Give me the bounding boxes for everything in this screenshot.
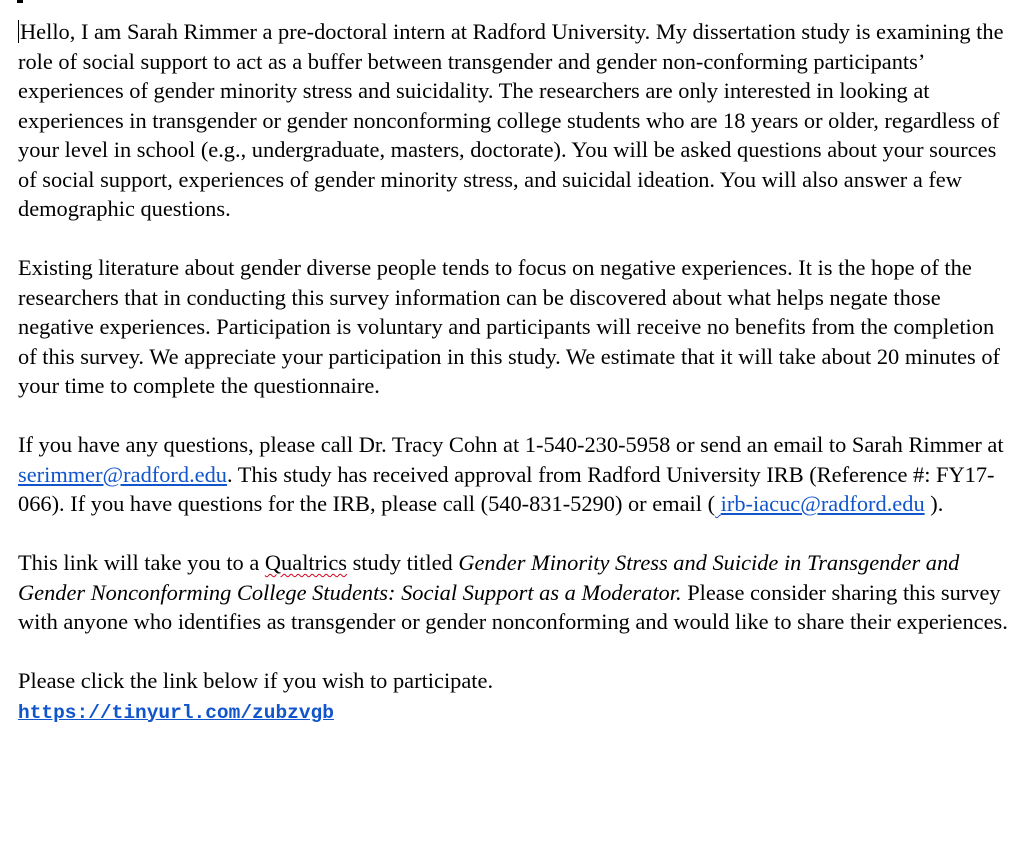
document-body[interactable] <box>18 17 1018 728</box>
study-title: Gender Minority Stress and Suicide in Transgender and Gender Nonconforming College Students: Social Support as a Moderator. <box>18 550 960 605</box>
paragraph-literature: Existing literature about gender diverse people tends to focus on negative experiences. It is the hope of the researchers that in conducting this survey information can be discovered about what helps negate those negative experiences. Participation is voluntary and participants will receive no benefits from the completion of this survey. We appreciate your participation in this study. We estimate that it will take about 20 minutes of your time to complete the questionnaire. <box>18 255 1000 398</box>
page-corner-mark <box>17 0 23 3</box>
paragraph-contact <box>18 430 1018 519</box>
contact-text-c: ). <box>924 491 944 516</box>
paragraph-intro <box>18 17 1018 224</box>
paragraph-study-link <box>18 548 1018 637</box>
contact-text-b: . This study has received approval from Radford University IRB (Reference #: FY17-066). If you have questions for the IRB, please call (540-831-5290) or email ( <box>18 461 995 516</box>
survey-url-link[interactable]: https://tinyurl.com/zubzvgb <box>18 701 334 724</box>
email-link-rimmer[interactable]: serimmer@radford.edu <box>18 461 227 487</box>
contact-text-a: If you have any questions, please call Dr. Tracy Cohn at 1-540-230-5958 or send an email to Sarah Rimmer at <box>18 432 1004 457</box>
email-link-irb[interactable]: irb-iacuc@radford.edu <box>720 491 925 516</box>
study-text-c: Please consider sharing this survey with anyone who identifies as transgender or gender nonconforming and would like to share their experiences. <box>18 579 1008 634</box>
paragraph-intro-text: Hello, I am Sarah Rimmer a pre-doctoral intern at Radford University. My dissertation study is examining the role of social support to act as a buffer between transgender and gender non-conforming participants’ experiences of gender minority stress and suicidality. The researchers are only interested in looking at experiences in transgender or gender nonconforming college students who are 18 years or older, regardless of your level in school (e.g., undergraduate, masters, doctorate). You will be asked questions about your sources of social support, experiences of gender minority stress, and suicidal ideation. You will also answer a few demographic questions. <box>18 19 1004 221</box>
study-text-a: This link will take you to a <box>18 550 265 575</box>
text-cursor <box>18 20 19 43</box>
qualtrics-word: Qualtrics <box>264 550 347 575</box>
participate-text: Please click the link below if you wish to participate. <box>18 668 494 693</box>
study-text-b: study titled <box>346 550 459 575</box>
paragraph-participate <box>18 666 1018 728</box>
